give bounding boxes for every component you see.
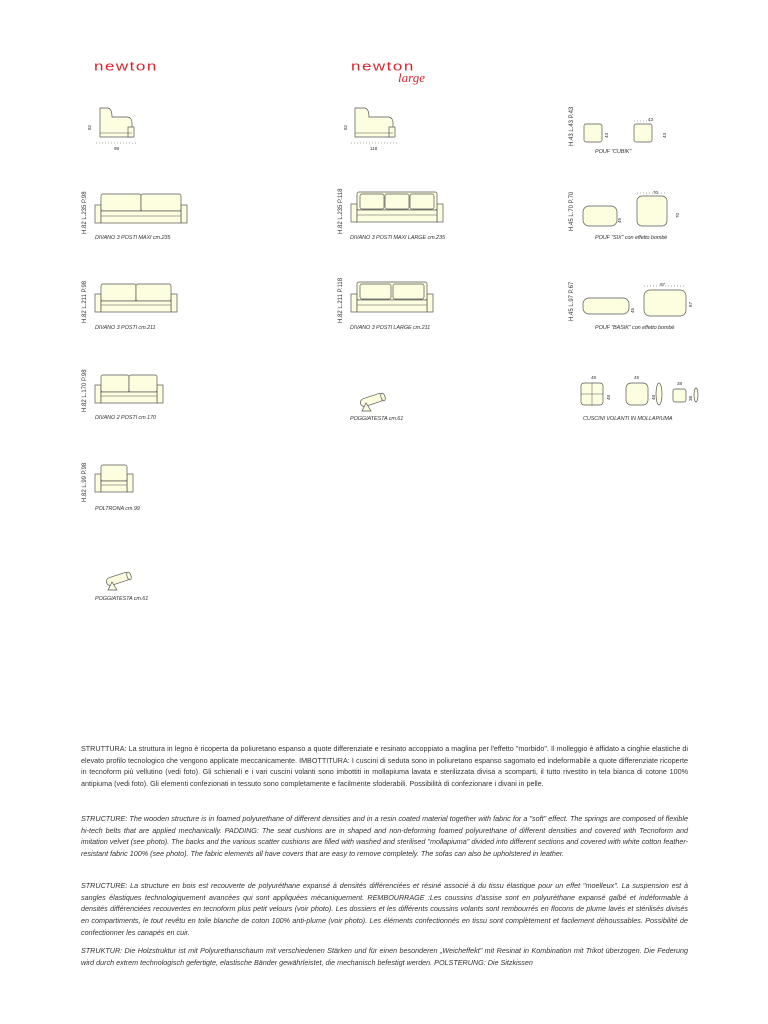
side-height-dim: 82	[87, 124, 92, 130]
headrest-caption: POGGIATESTA cm.61	[95, 596, 149, 602]
sofa-170-caption: DIVANO 2 POSTI cm.170	[95, 415, 156, 421]
cushion1-h: 48	[606, 394, 611, 400]
newton-logo: newton	[94, 59, 158, 74]
cushion2-h: 48	[651, 394, 656, 400]
cushion3-h: 38	[688, 395, 693, 401]
cushion2-w: 48	[634, 375, 640, 380]
cushion1-w: 48	[591, 375, 597, 380]
pouf-cubik-drawing	[582, 118, 672, 150]
cubik-h2: 43	[662, 132, 667, 138]
large-side-height-dim: 82	[343, 124, 348, 130]
newton-large-logo: newton	[351, 59, 415, 74]
sofa-large-235-caption: DIVANO 3 POSTI MAXI LARGE cm.235	[350, 235, 445, 241]
headrest-large-caption: POGGIATESTA cm.61	[350, 416, 404, 422]
cubik-w: 43	[648, 117, 654, 122]
six-w: 70	[653, 190, 659, 195]
sofa-235-dims: H.82 L.235 P.98	[82, 191, 88, 234]
pouf-six-dims: H.45 L.70 P.70	[569, 191, 575, 231]
sofa-large-235-dims: H.82 L.235 P.118	[338, 188, 344, 234]
headrest-large-drawing	[358, 391, 388, 413]
armchair-99-drawing	[94, 464, 136, 504]
cushions-caption: CUSCINI VOLANTI IN MOLLAPIUMA	[583, 416, 673, 422]
six-h2: 70	[675, 212, 680, 218]
cubik-h1: 43	[604, 132, 609, 138]
sofa-2seat-170-drawing	[94, 374, 166, 414]
basik-h1: 45	[630, 307, 635, 313]
pouf-basik-caption: POUF "BASIK" con effetto bombè	[595, 325, 675, 331]
armchair-99-dims: H.82 L.99 P.98	[82, 462, 88, 502]
sofa-211-drawing	[94, 283, 180, 323]
basik-w: 97	[660, 282, 666, 287]
sofa-large-211-dims: H.82 L.211 P.118	[338, 277, 344, 323]
sofa-large-211-drawing	[350, 280, 436, 322]
sofa-211-dims: H.82 L.211 P.98	[82, 280, 88, 323]
description-german: STRUKTUR: Die Holzstruktur ist mit Polyurethanschaum mit verschiedenen Stärken und für einen besonderen „Weicheffekt" mit Resinat in Kombination mit Trikot überzogen. Die Federung wird durch extrem technologisch gefertigte, elastische Bänder gewährleistet, die mechanisch befestigt werden. POLSTERUNG: Die Sitzkissen	[81, 946, 688, 967]
sofa-maxi-large-235-drawing	[350, 190, 446, 232]
sofa-large-211-caption: DIVANO 3 POSTI LARGE cm.211	[350, 325, 431, 331]
sofa-maxi-235-drawing	[94, 192, 190, 232]
sofa-235-caption: DIVANO 3 POSTI MAXI cm.235	[95, 235, 171, 241]
pouf-basik-dims: H.45 L.97 P.67	[569, 281, 575, 321]
sofa-211-caption: DIVANO 3 POSTI cm.211	[95, 325, 156, 331]
description-french: STRUCTURE: La structure en bois est recouverte de polyuréthane expansé à densités différenciées et résiné associé à du tissu élastique pour un effet "moelleux". La suspension est à sangles élastiques technologiquement avancées qui sont appliquées mécaniquement. REMBOURRAGE :Les coussins d'assise sont en polyuréthane expansé galbé et indéformable à densités différenciées recouvertes en tecnoform plus petit velours (voir photo). Les dossiers et les différents coussins volants sont rembourrés en flocons de plume lavés et stérilisés divisés en compartiments, le tout revêtu en toile blanche de coton 100% anti-plume (voir photo). Les éléments confectionnés en tissu sont complètement et facilement déhoussables. Possibilité de confectionner les canapés en cuir.	[81, 881, 688, 937]
pouf-cubik-caption: POUF "CUBIK"	[595, 149, 632, 155]
side-depth-dim: 98	[114, 146, 120, 151]
cushion3-w: 38	[677, 381, 683, 386]
six-h1: 45	[617, 217, 622, 223]
basik-h2: 67	[688, 301, 693, 307]
pouf-basik-drawing	[582, 284, 692, 324]
sofa-170-dims: H.82 L.170 P.98	[82, 369, 88, 412]
pouf-six-drawing	[582, 192, 682, 232]
armchair-99-caption: POLTRONA cm.99	[95, 506, 140, 512]
pouf-six-caption: POUF "SIX" con effetto bombè	[595, 235, 668, 241]
large-side-depth-dim: 118	[370, 146, 378, 151]
description-english: STRUCTURE: The wooden structure is in foamed polyurethane of different densities and in a resin coated material together with fabric for a "soft" effect. The springs are composed of flexible hi-tech belts that are applied mechanically. PADDING: The seat cushions are in shaped and non-deforming foamed polyurethane of different densities and covered with Tecnoform and imitation velvet (see photo). The backs and the various scatter cushions are filled with washed and sterilised "mollapiuma" divided into different sections and covered with white cotton feather-resistant fabric 100% (see photo). The fabric elements all have covers that are easy to remove completely. The sofas can also be upholstered in leather.	[81, 814, 688, 859]
description-italian: STRUTTURA: La struttura in legno è ricoperta da poliuretano espanso a quote differenziate e resinato accoppiato a maglina per l'effetto "morbido". Il molleggio è affidato a cinghie elastiche di elevato profilo tecnologico che vengono applicate meccanicamente. IMBOTTITURA: I cuscini di seduta sono in poliuretano espanso sagomato ed indeformabile a quote differenziate ricoperte in tecnoform più vellutino (vedi foto). Gli schienali e i vari cuscini volanti sono imbottiti in mollapiuma lavata e sterilizzata divisa a scomparti, il tutto rivestito in tela bianca di cotone 100% antipiuma (vedi foto). Gli elementi confezionati in tessuto sono completamente e facilmente sfoderabili. Possibilità di confezionare i divani in pelle.	[81, 744, 688, 789]
headrest-drawing	[104, 570, 134, 592]
pouf-cubik-dims: H.43 L.43 P.43	[569, 106, 575, 146]
newton-large-logo-sub: large	[398, 70, 425, 85]
